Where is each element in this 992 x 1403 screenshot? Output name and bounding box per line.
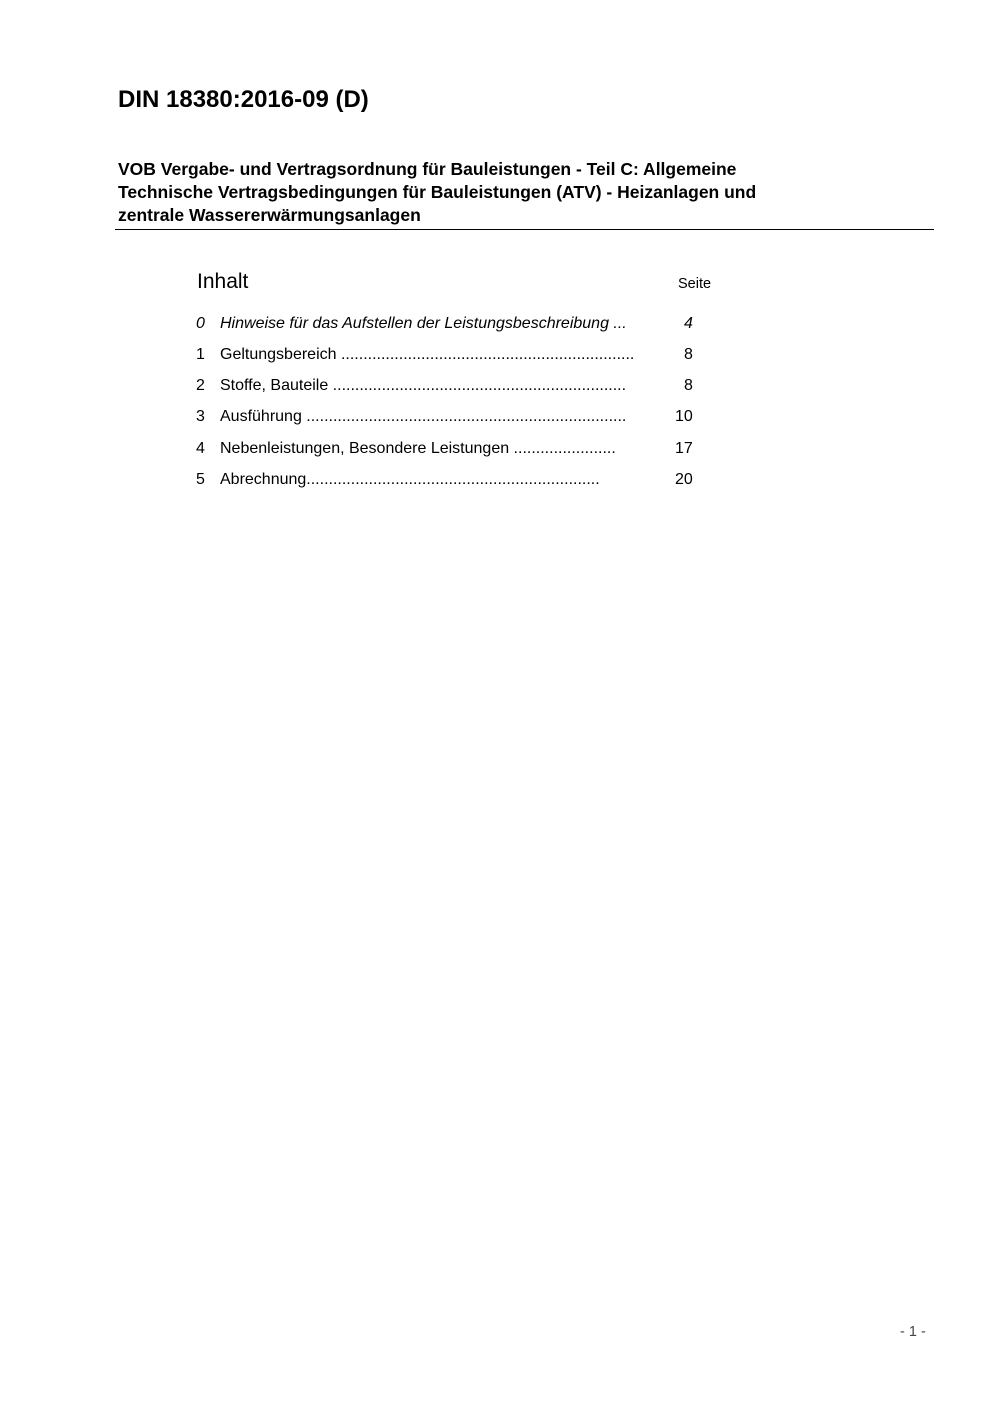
toc-entry-page: 17: [675, 440, 693, 457]
toc-entry-page: 8: [684, 377, 693, 394]
document-title: DIN 18380:2016-09 (D): [118, 86, 369, 113]
page-number: - 1 -: [900, 1324, 926, 1340]
toc-entry-page: 4: [684, 315, 693, 332]
toc-entry-4[interactable]: [190, 438, 730, 460]
toc-heading: Inhalt: [197, 270, 249, 293]
toc-entry-number: 0: [196, 315, 205, 332]
toc-entry-number: 5: [196, 471, 205, 488]
toc-entry-page: 20: [675, 471, 693, 488]
toc-page-column-label: Seite: [678, 276, 712, 292]
toc-entry-3[interactable]: [190, 406, 730, 428]
toc-entry-number: 2: [196, 377, 205, 394]
title-divider: [115, 229, 934, 230]
subtitle-line: VOB Vergabe- und Vertragsordnung für Bauleistungen - Teil C: Allgemeine: [118, 159, 737, 179]
toc-entry-title: Ausführung ........................................................................: [220, 408, 627, 425]
toc-entry-title: Abrechnung..................................................................: [220, 471, 600, 488]
toc-entry-0[interactable]: [190, 313, 730, 335]
toc-entry-title: Nebenleistungen, Besondere Leistungen .......................: [220, 440, 616, 457]
toc-entry-5[interactable]: [190, 469, 730, 491]
toc-entry-title: Geltungsbereich ..................................................................: [220, 346, 635, 363]
subtitle-line: zentrale Wassererwärmungsanlagen: [118, 205, 421, 225]
toc-entry-1[interactable]: [190, 344, 730, 366]
toc-entry-2[interactable]: [190, 375, 730, 397]
toc-entry-page: 8: [684, 346, 693, 363]
toc-entry-page: 10: [675, 408, 693, 425]
toc-entry-number: 1: [196, 346, 205, 363]
subtitle-line: Technische Vertragsbedingungen für Bauleistungen (ATV) - Heizanlagen und: [118, 182, 757, 202]
document-subtitle: [118, 158, 928, 227]
toc-entry-number: 3: [196, 408, 205, 425]
toc-entry-title: Stoffe, Bauteile ..................................................................: [220, 377, 627, 394]
toc-entry-title: Hinweise für das Aufstellen der Leistungsbeschreibung ...: [220, 315, 627, 332]
toc-entry-number: 4: [196, 440, 205, 457]
